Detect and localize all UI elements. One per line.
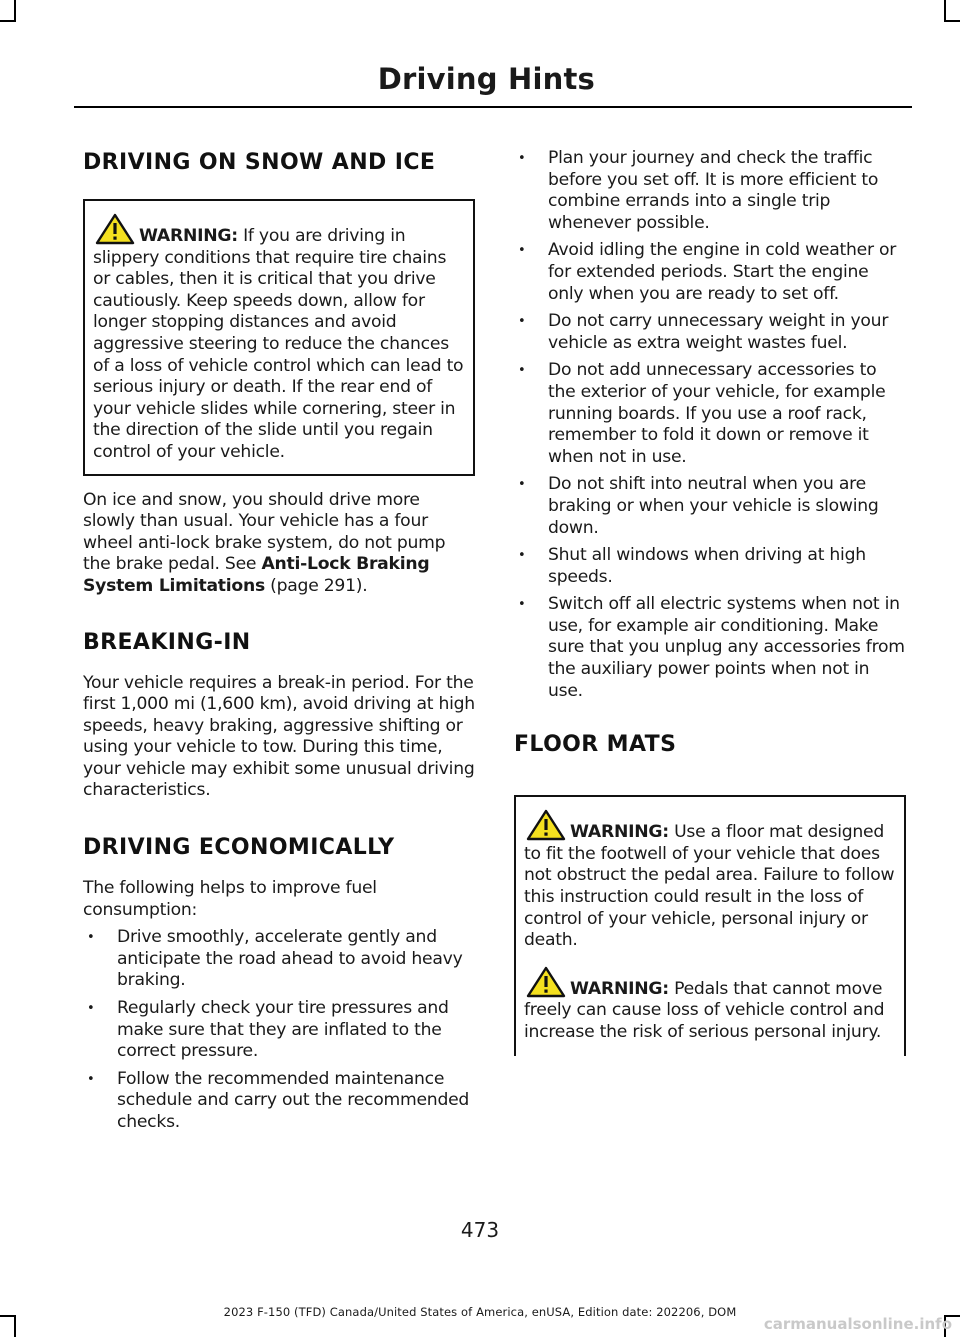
list-item: • Follow the recommended maintenance schedule and carry out the recommended checks. bbox=[83, 1069, 475, 1134]
snow-ice-body-text: On ice and snow, you should drive more slowly than usual. Your vehicle has a four wheel anti-lock brake system, do not pump the brake pedal. See bbox=[83, 489, 446, 575]
warning-label: WARNING: bbox=[139, 226, 238, 246]
right-column bbox=[514, 148, 906, 1056]
page-number: 473 bbox=[460, 1218, 500, 1242]
list-item: • Plan your journey and check the traffic before you set off. It is more efficient to combine errands into a single trip whenever possible. bbox=[514, 148, 906, 234]
cross-reference-link[interactable]: Anti-Lock Braking System Limitations bbox=[83, 554, 430, 596]
cross-reference-page: (page 291). bbox=[264, 575, 368, 596]
list-item: • Drive smoothly, accelerate gently and anticipate the road ahead to avoid heavy braking. bbox=[83, 927, 475, 992]
economy-intro: The following helps to improve fuel consumption: bbox=[83, 878, 377, 920]
page-header-title: Driving Hints bbox=[377, 62, 595, 96]
list-item: • Switch off all electric systems when not in use, for example air conditioning. Make sure that you unplug any accessories from the auxiliary power points when not in use. bbox=[514, 594, 906, 702]
list-item: • Regularly check your tire pressures and make sure that they are inflated to the correct pressure. bbox=[83, 998, 475, 1063]
list-item: • Do not carry unnecessary weight in your vehicle as extra weight wastes fuel. bbox=[514, 311, 906, 354]
warning-text: Use a floor mat designed to fit the footwell of your vehicle that does not obstruct the pedal area. Failure to follow this instruction could result in the loss of control of your vehicle, personal injury or death. bbox=[524, 822, 895, 951]
economy-bullet-list-right bbox=[514, 148, 906, 702]
crop-mark-bottom-left-vertical bbox=[14, 1317, 16, 1337]
warning-box-snow-ice bbox=[83, 199, 475, 476]
list-item: • Do not shift into neutral when you are braking or when your vehicle is slowing down. bbox=[514, 474, 906, 539]
left-column bbox=[83, 138, 475, 1134]
list-item: • Shut all windows when driving at high speeds. bbox=[514, 545, 906, 588]
warning-text: If you are driving in slippery conditions that require tire chains or cables, then it is critical that you drive cautiously. Keep speeds down, allow for longer stopping distances and avoid aggressive steering to reduce the chances of a loss of vehicle control which can lead to serious injury or death. If the rear end of your vehicle slides while cornering, steer in the direction of the slide until you regain control of your vehicle. bbox=[93, 226, 464, 462]
warning-text: Pedals that cannot move freely can cause loss of vehicle control and increase the risk of serious personal injury. bbox=[524, 978, 885, 1042]
footer-edition-info: 2023 F-150 (TFD) Canada/United States of America, enUSA, Edition date: 202206, DOM bbox=[223, 1305, 737, 1319]
warning-floor-mat-fit bbox=[524, 809, 896, 952]
warning-pedals bbox=[524, 966, 896, 1044]
crop-mark-top-right-horizontal bbox=[944, 20, 960, 22]
list-item: • Do not add unnecessary accessories to the exterior of your vehicle, for example running boards. If you use a roof rack, remember to fold it down or remove it when not in use. bbox=[514, 360, 906, 468]
economy-bullet-list-left bbox=[83, 927, 475, 1133]
snow-ice-body bbox=[83, 490, 475, 598]
crop-mark-top-left-horizontal bbox=[0, 20, 16, 22]
warning-label: WARNING: bbox=[570, 978, 669, 999]
warning-triangle-icon bbox=[526, 809, 566, 841]
section-heading-floor-mats: FLOOR MATS bbox=[514, 732, 677, 758]
warning-label: WARNING: bbox=[570, 822, 669, 843]
section-heading-snow-ice: DRIVING ON SNOW AND ICE bbox=[83, 150, 436, 175]
header-divider bbox=[74, 106, 912, 108]
crop-mark-top-left-vertical bbox=[14, 0, 16, 20]
breaking-in-body: Your vehicle requires a break-in period. For the first 1,000 mi (1,600 km), avoid driving at high speeds, heavy braking, aggressive shifting or using your vehicle to tow. During this time, your vehicle may exhibit some unusual driving characteristics. bbox=[83, 672, 475, 801]
crop-mark-top-right-vertical bbox=[944, 0, 946, 20]
section-heading-economy: DRIVING ECONOMICALLY bbox=[83, 835, 395, 861]
warning-triangle-icon bbox=[526, 966, 566, 998]
warning-box-floor-mats bbox=[514, 795, 906, 1055]
list-item: • Avoid idling the engine in cold weather or for extended periods. Start the engine only when you are ready to set off. bbox=[514, 240, 906, 305]
watermark: carmanualsonline.info bbox=[763, 1315, 952, 1333]
section-heading-breaking-in: BREAKING-IN bbox=[83, 629, 251, 655]
warning-triangle-icon bbox=[95, 213, 135, 245]
